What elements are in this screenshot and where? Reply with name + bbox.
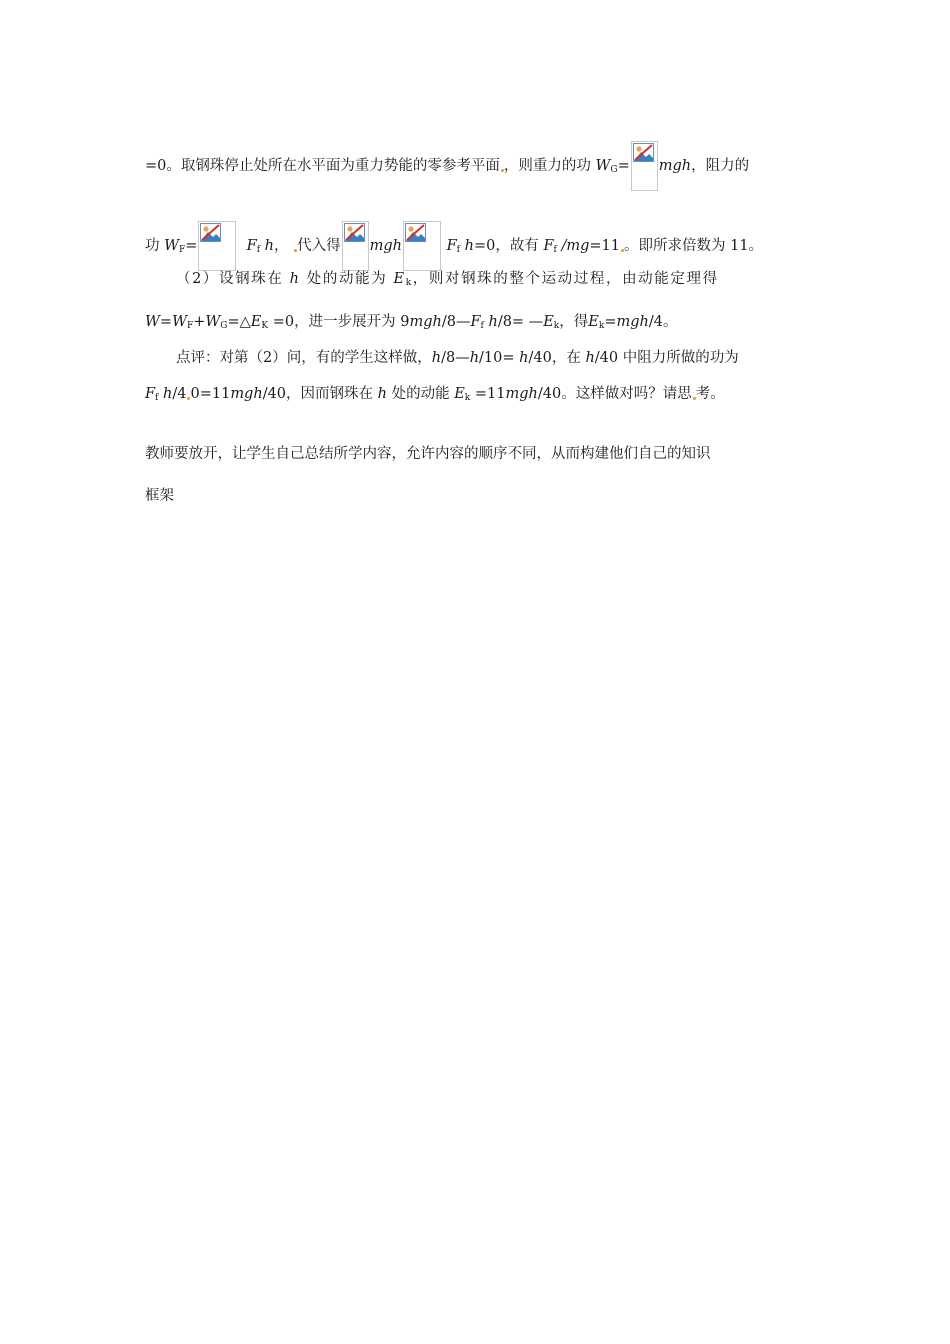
text: /40，在 [528,350,586,366]
mgh: mgh [369,238,402,254]
work-gravity-symbol: $W_G$ [205,314,228,331]
text: /8— [441,314,471,330]
friction-force-symbol: $F_f$ [446,238,460,255]
delta: =△ [227,314,251,330]
mg: /mg [556,238,590,254]
text: /4 [172,386,187,402]
h-var: h [464,238,474,254]
text: /8= — [497,314,544,330]
plus: + [193,314,206,330]
friction-force-symbol: $F_f$ [246,238,261,255]
text: ，阻力的 [691,158,750,174]
p3-line2 [145,384,807,408]
broken-image-icon [198,221,236,271]
p2-line2 [145,312,807,336]
text: ，得 [559,314,589,330]
w-var: W [145,314,160,330]
text: /4。 [648,314,678,330]
h-var: h [289,271,301,287]
text: 功 [145,238,165,254]
broken-image-icon [403,221,441,271]
kinetic-energy-symbol: $E_k$ [393,271,413,288]
friction-force-symbol: $F_f$ [145,386,159,403]
broken-image-icon [631,141,658,191]
mgh: mgh [230,386,263,402]
text: = [604,314,617,330]
text: 0=11 [190,386,231,402]
text: 考。 [695,386,725,402]
text: /10= [479,350,520,366]
mgh: mgh [505,386,538,402]
h-var: h [377,386,387,402]
text: ，则重力的功 [503,158,596,174]
text: /8— [441,350,470,366]
p1-line1 [145,141,807,191]
h-var: h [158,386,173,402]
kinetic-energy-symbol: $E_k$ [588,314,605,331]
text: 点评：对第（2）问，有的学生这样做， [176,350,432,366]
text: ，则对钢珠的整个运动过程，由动能定理得 [412,271,719,287]
text: =11 [589,238,620,254]
h-var: h [519,350,529,366]
work-friction-symbol: $W_F$ [172,314,194,331]
friction-force-symbol: $F_f$ [470,314,484,331]
text: 处的动能为 [300,271,394,287]
text: 。即所求倍数为 11。 [623,238,764,254]
text: /40。这样做对吗？请思 [537,386,692,402]
work-friction-symbol: $W_F$ [164,238,186,255]
broken-image-icon [342,221,369,271]
text: =0，故有 [473,238,544,254]
kinetic-energy-symbol: $E_k$ [454,386,471,403]
mgh: mgh [409,314,442,330]
h-var: h [585,350,595,366]
text: ， [274,238,294,254]
h-var: h [264,238,274,254]
p4-line2: 框架 [145,488,174,504]
text: /40，因而钢珠在 [262,386,378,402]
p4-line1: 教师要放开，让学生自己总结所学内容，允许内容的顺序不同，从而构建他们自己的知识 [145,446,711,462]
text: =0。取钢珠停止处所在水平面为重力势能的零参考平面 [145,158,500,174]
equals: = [159,314,173,330]
friction-force-symbol: $F_f$ [543,238,557,255]
mgh: mgh [658,158,692,174]
p3-line1 [176,348,807,368]
mgh: mgh [616,314,649,330]
p2-line1 [176,269,807,293]
text: 代入得 [297,238,341,254]
p1-line2 [145,221,807,271]
equals: = [185,238,198,254]
h-var: h [483,314,498,330]
text: 处的动能 [386,386,455,402]
kinetic-energy-symbol: $E_K$ [250,314,269,331]
equals: = [617,158,630,174]
text: =11 [470,386,506,402]
work-gravity-symbol: $W_G$ [595,158,618,175]
text: /40 中阻力所做的功为 [594,350,739,366]
h-var: h [469,350,480,366]
text: （2）设钢珠在 [176,271,290,287]
text: =0，进一步展开为 9 [268,314,410,330]
kinetic-energy-symbol: $E_k$ [543,314,560,331]
h-var: h [431,350,442,366]
